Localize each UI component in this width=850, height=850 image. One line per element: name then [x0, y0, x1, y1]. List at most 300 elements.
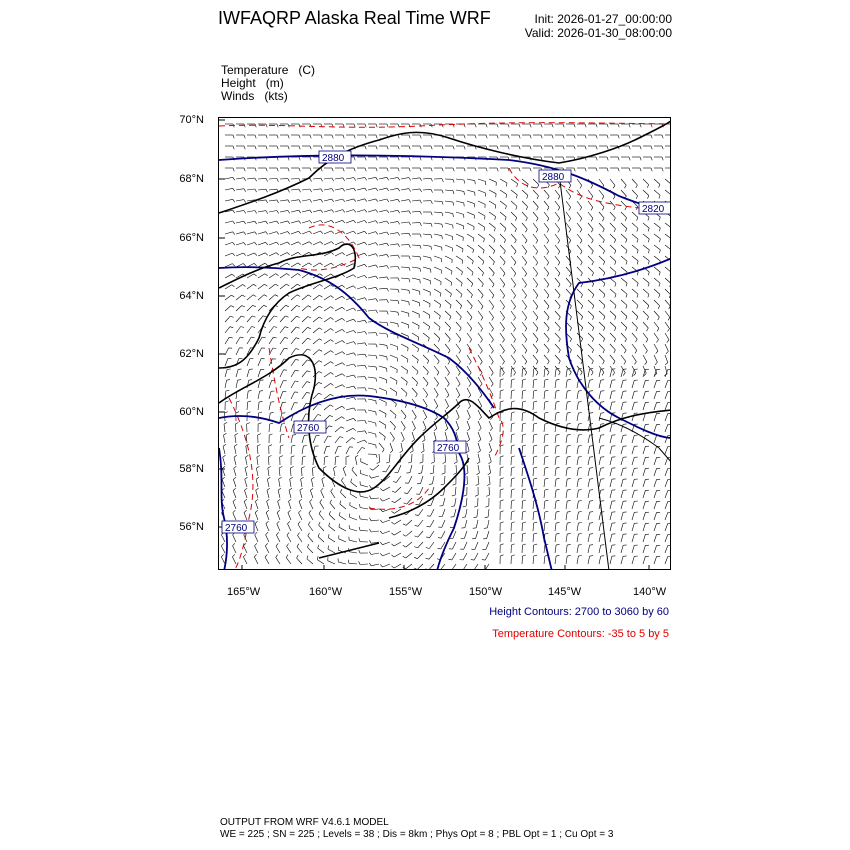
wind-barb [544, 391, 545, 399]
wind-barb [588, 267, 594, 273]
wind-barb [474, 564, 478, 570]
wind-barb [588, 501, 590, 509]
wind-barb [599, 289, 605, 294]
wind-barb-feather [558, 241, 560, 244]
wind-barb-feather [625, 185, 627, 188]
wind-barb-feather [602, 218, 604, 221]
wind-barb-feather [470, 317, 472, 320]
wind-barb [478, 410, 482, 417]
wind-barb-feather [233, 135, 234, 138]
wind-barb [302, 382, 307, 388]
wind-barb-feather [238, 380, 241, 381]
wind-barb-feather [569, 196, 571, 199]
wind-barb-feather [393, 439, 395, 442]
wind-barb [610, 556, 612, 564]
wind-barb-feather [365, 275, 367, 278]
wind-barb-feather [460, 306, 461, 309]
wind-barb-feather [585, 146, 586, 149]
wind-barb [335, 341, 342, 345]
wind-barb [379, 288, 387, 289]
wind-barb-feather [354, 135, 355, 138]
wind-barb-feather [647, 185, 649, 188]
wind-barb [544, 300, 549, 306]
wind-barb [456, 234, 463, 237]
wind-barb [236, 380, 238, 388]
wind-barb-feather [547, 306, 549, 309]
wind-barb [418, 531, 423, 537]
wind-barb [258, 211, 266, 212]
wind-barb-feather [659, 283, 660, 286]
wind-barb-feather [592, 240, 594, 243]
wind-barb-feather [648, 250, 649, 253]
wind-barb-feather [645, 351, 647, 354]
wind-barb-feather [537, 207, 539, 210]
wind-barb-feather [590, 435, 593, 436]
wind-barb [313, 295, 319, 300]
wind-barb-feather [461, 294, 462, 297]
wind-barb-feather [403, 535, 406, 537]
wind-barb [313, 210, 321, 212]
wind-barb-feather [451, 271, 452, 275]
wind-barb-feather [409, 168, 410, 171]
wind-barb-feather [508, 135, 509, 138]
wind-barb [445, 322, 451, 328]
wind-barb [357, 177, 365, 179]
wind-barb [234, 468, 236, 476]
wind-barb-feather [475, 181, 476, 185]
wind-barb-feather [429, 484, 432, 485]
wind-barb [301, 479, 302, 487]
wind-barb [373, 465, 379, 470]
wind-barb-feather [414, 568, 417, 570]
wind-barb-feather [635, 350, 637, 353]
wind-barb [566, 523, 567, 531]
wind-barb [632, 468, 634, 476]
wind-barb-feather [567, 500, 571, 501]
wind-barb-feather [472, 261, 473, 264]
wind-barb [346, 275, 353, 278]
wind-barb [298, 524, 302, 531]
model-info: OUTPUT FROM WRF V4.6.1 MODEL [220, 817, 389, 828]
wind-barb [346, 418, 354, 421]
wind-barb [291, 349, 296, 355]
wind-barb [566, 278, 571, 284]
wind-barb-feather [536, 274, 538, 277]
wind-barb-feather [567, 478, 571, 479]
wind-barb-feather [418, 349, 419, 352]
wind-barb [632, 212, 638, 217]
wind-barb [643, 311, 649, 317]
wind-barb [302, 306, 308, 311]
wind-barb-feather [602, 196, 604, 199]
wind-barb-feather [545, 434, 548, 435]
wind-barb-feather [534, 478, 537, 479]
wind-barb-feather [537, 196, 539, 199]
wind-barb [357, 188, 365, 190]
wind-barb [324, 210, 332, 212]
wind-barb-feather [607, 146, 608, 149]
wind-barb-feather [615, 261, 616, 264]
wind-barb-feather [398, 312, 399, 315]
wind-barb-feather [580, 218, 582, 221]
wind-barb [478, 234, 485, 239]
contour-label: 2820 [642, 204, 665, 215]
wind-barb-feather [273, 348, 276, 349]
wind-barb [577, 501, 578, 509]
wind-barb-feather [331, 252, 334, 254]
wind-barb-feather [651, 168, 652, 171]
wind-barb [621, 545, 623, 553]
wind-barb-feather [596, 135, 597, 138]
wind-barb-feather [343, 210, 345, 213]
wind-barb-feather [603, 350, 605, 353]
wind-barb [339, 516, 346, 520]
wind-barb-feather [321, 178, 323, 181]
wind-barb [566, 446, 567, 454]
wind-barb-feather [447, 395, 449, 398]
wind-barb [533, 512, 534, 520]
wind-barb-feather [431, 135, 432, 138]
wind-barb-feather [258, 423, 261, 424]
wind-barb-feather [376, 135, 377, 138]
wind-barb-feather [241, 327, 244, 328]
wind-barb-feather [569, 240, 571, 243]
wind-barb-feather [475, 135, 476, 138]
wind-barb-feather [431, 178, 433, 181]
wind-barb-feather [370, 469, 373, 471]
wind-barb-feather [254, 284, 257, 286]
wind-barb [291, 403, 294, 410]
wind-barb [467, 333, 472, 340]
wind-barb [371, 531, 379, 532]
wind-barb-feather [384, 437, 385, 440]
wind-barb [643, 278, 649, 283]
lon-label-155w: 155°W [389, 586, 423, 598]
wind-barb-feather [534, 401, 537, 402]
wind-barb [319, 514, 324, 520]
wind-barb-feather [656, 340, 658, 343]
wind-barb [610, 490, 612, 498]
wind-barb [390, 421, 396, 427]
wind-barb [455, 498, 456, 506]
wind-barb-feather [634, 362, 636, 365]
wind-barb-feather [648, 272, 649, 275]
wind-barb [357, 220, 365, 223]
wind-barb [665, 557, 668, 565]
wind-barb [610, 245, 616, 251]
wind-barb [280, 392, 283, 400]
wind-barb-feather [514, 285, 516, 288]
wind-barb [511, 190, 517, 195]
wind-barb [445, 256, 452, 260]
wind-barb [412, 256, 420, 257]
wind-barb [324, 178, 332, 179]
wind-barb-feather [578, 391, 581, 392]
wind-barb-feather [246, 434, 249, 436]
wind-barb-feather [500, 522, 503, 523]
wind-barb [643, 457, 645, 465]
wind-barb [329, 515, 335, 521]
contour-label: 2760 [437, 443, 460, 454]
wind-barb-feather [376, 390, 377, 394]
wind-barb-feather [299, 146, 300, 149]
wind-barb [379, 210, 387, 212]
wind-barb-feather [603, 240, 605, 243]
wind-barb-feather [475, 124, 476, 127]
wind-barb [588, 424, 590, 432]
wind-barb [445, 201, 453, 202]
wind-barb [321, 491, 324, 498]
wind-barb-feather [354, 157, 355, 160]
wind-barb-feather [387, 254, 389, 257]
wind-barb [456, 454, 457, 462]
wind-barb-feather [469, 384, 471, 387]
wind-barb [522, 435, 523, 443]
wind-barb [533, 391, 534, 399]
wind-barb-feather [511, 467, 514, 468]
wind-barb [665, 278, 671, 283]
wind-barb [265, 557, 269, 564]
wind-barb [434, 300, 441, 305]
wind-barb-feather [398, 210, 400, 213]
wind-barb [310, 490, 313, 498]
wind-barb [258, 391, 260, 399]
wind-barb-feather [471, 284, 472, 287]
wind-barb [522, 344, 527, 350]
wind-barb-feather [548, 328, 550, 331]
wind-barb-feather [480, 362, 482, 365]
wind-barb-feather [514, 307, 516, 310]
wind-barb [394, 542, 401, 546]
wind-barb [335, 363, 342, 366]
wind-barb [533, 289, 538, 295]
wind-barb [423, 311, 430, 315]
wind-barb [423, 388, 428, 395]
wind-barb [412, 421, 416, 428]
wind-barb-feather [472, 272, 473, 275]
wind-barb [334, 468, 336, 476]
wind-barb-feather [537, 185, 538, 188]
wind-barb-feather [516, 206, 517, 209]
wind-barb [335, 318, 342, 322]
wind-barb-feather [590, 556, 593, 557]
wind-barb-feather [451, 506, 454, 507]
wind-barb [610, 256, 616, 261]
wind-barb-feather [454, 462, 457, 464]
wind-barb-feather [618, 124, 619, 127]
wind-barb-feather [420, 462, 423, 463]
wind-barb [313, 199, 321, 201]
wind-barb [379, 333, 387, 334]
wind-barb [577, 479, 578, 487]
wind-barb [258, 253, 265, 256]
wind-barb-feather [614, 339, 615, 342]
wind-barb [346, 199, 354, 201]
wind-barb-feather [255, 221, 257, 224]
wind-barb-feather [453, 214, 454, 217]
wind-barb-feather [556, 390, 559, 391]
wind-barb-feather [245, 488, 248, 490]
wind-barb [290, 479, 291, 487]
wind-barb-feather [365, 135, 366, 138]
wind-barb-feather [286, 305, 289, 306]
wind-barb [335, 457, 336, 465]
wind-barb [225, 306, 231, 311]
wind-barb-feather [398, 267, 399, 270]
wind-barb-feather [233, 543, 235, 546]
wind-barb [533, 300, 538, 306]
wind-barb [577, 424, 578, 432]
wind-barb-feather [534, 467, 537, 468]
wind-barb [423, 234, 431, 235]
wind-barb [423, 366, 428, 372]
wind-barb [621, 391, 623, 399]
wind-barb [429, 553, 434, 559]
wind-barb-feather [497, 168, 498, 171]
wind-barb-feather [567, 522, 571, 523]
wind-barb-feather [288, 221, 290, 224]
wind-barb-feather [563, 135, 564, 138]
wind-barb-feather [552, 124, 553, 127]
wind-barb [544, 223, 549, 229]
wind-barb-feather [558, 295, 560, 298]
wind-barb [489, 421, 493, 428]
wind-barb-feather [473, 250, 474, 253]
wind-barb [522, 278, 527, 285]
wind-barb [654, 223, 660, 228]
wind-barb-feather [428, 349, 429, 352]
wind-barb-feather [267, 499, 270, 501]
wind-barb-feather [636, 328, 638, 331]
wind-barb-feather [506, 194, 507, 197]
wind-barb [335, 210, 343, 212]
wind-barb [467, 311, 472, 317]
wind-barb-feather [492, 284, 494, 287]
wind-barb [665, 414, 668, 422]
wind-barb-feather [342, 385, 345, 388]
wind-barb-feather [277, 521, 280, 524]
wind-barb [324, 329, 331, 334]
wind-barb-feather [648, 239, 649, 242]
wind-barb [394, 509, 401, 513]
wind-barb [654, 267, 660, 272]
wind-barb [588, 355, 593, 361]
wind-barb-feather [296, 327, 299, 328]
wind-barb [408, 487, 413, 494]
wind-barb [386, 465, 390, 472]
wind-barb [544, 278, 549, 284]
wind-barb-feather [559, 306, 561, 309]
wind-barb-feather [435, 417, 438, 420]
wind-barb-feather [486, 135, 487, 138]
wind-barb-feather [613, 185, 615, 188]
lat-label-64n: 64°N [179, 290, 204, 302]
wind-barb [555, 534, 556, 542]
wind-barb [456, 388, 460, 395]
wind-barb [511, 201, 517, 206]
wind-barb-feather [491, 362, 493, 365]
wind-barb [236, 369, 238, 377]
wind-barb-feather [332, 220, 334, 223]
wind-barb-feather [437, 569, 440, 570]
wind-barb-feather [387, 221, 389, 224]
wind-barb-feather [464, 191, 465, 195]
wind-barb-feather [581, 295, 583, 298]
wind-barb-feather [342, 307, 345, 309]
wind-barb [577, 457, 578, 465]
wind-barb-feather [409, 233, 411, 236]
wind-barb [244, 502, 247, 510]
wind-barb-feather [581, 306, 583, 309]
wind-barb-feather [604, 316, 605, 319]
wind-barb-feather [277, 135, 278, 138]
wind-barb-feather [567, 511, 571, 512]
wind-barb [258, 380, 260, 388]
wind-barb [269, 316, 274, 322]
wind-barb-feather [536, 350, 538, 353]
wind-barb [406, 520, 412, 525]
wind-barb [225, 359, 228, 366]
wind-barb-feather [340, 437, 343, 438]
wind-barb-feather [365, 399, 366, 402]
wind-barb-feather [669, 295, 670, 298]
wind-barb [522, 545, 523, 553]
wind-barb-feather [266, 532, 269, 535]
wind-barb-feather [342, 406, 345, 408]
wind-barb-feather [392, 491, 395, 493]
wind-barb [368, 366, 376, 367]
wind-barb [621, 179, 626, 185]
wind-barb-feather [398, 221, 400, 224]
wind-barb [533, 501, 534, 509]
wind-barb [665, 267, 671, 272]
wind-barb [233, 502, 236, 509]
wind-barb [233, 546, 237, 553]
wind-barb [643, 333, 648, 339]
wind-barb [222, 480, 225, 487]
wind-barb [566, 190, 571, 196]
wind-barb [610, 457, 612, 465]
wind-barb [621, 355, 626, 361]
wind-barb [445, 223, 453, 225]
wind-barb-feather [670, 250, 671, 253]
wind-barb-feather [271, 402, 274, 403]
wind-barb [610, 501, 612, 509]
wind-barb [465, 520, 467, 528]
wind-barb-feather [534, 544, 537, 545]
wind-barb [406, 542, 412, 547]
wind-barb-feather [484, 528, 488, 529]
wind-barb-feather [625, 218, 626, 221]
wind-barb [522, 556, 523, 564]
wind-barb-feather [329, 511, 330, 514]
wind-barb-feather [310, 189, 312, 192]
wind-barb-feather [387, 157, 388, 160]
wind-barb [643, 289, 649, 294]
wind-barb [257, 457, 258, 465]
wind-barb-feather [464, 135, 465, 138]
wind-barb-feather [570, 284, 572, 287]
wind-barb-feather [486, 124, 487, 127]
wind-barb-feather [477, 462, 480, 464]
wind-barb [368, 177, 376, 179]
wind-barb [357, 242, 365, 245]
wind-barb [335, 307, 342, 311]
wind-barb [409, 476, 413, 483]
wind-barb [632, 355, 636, 362]
wind-barb-feather [354, 342, 356, 345]
wind-barb-feather [615, 272, 616, 275]
